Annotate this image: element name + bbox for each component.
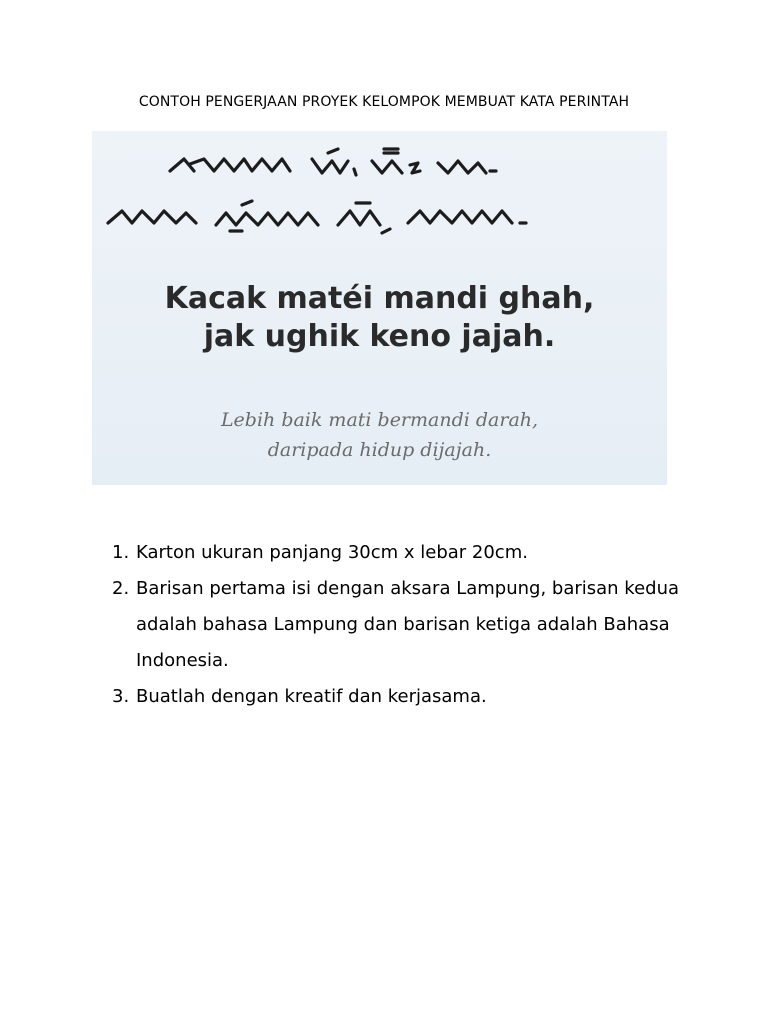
instruction-list (112, 535, 692, 715)
list-item-text: Buatlah dengan kreatif dan kerjasama. (136, 686, 487, 707)
lampung-text-line-2: jak ughik keno jajah. (203, 319, 556, 354)
list-item-text: Barisan pertama isi dengan aksara Lampung, barisan kedua adalah bahasa Lampung dan barisan ketiga adalah Bahasa Indonesia. (136, 578, 680, 671)
indonesian-text-line-1: Lebih baik mati bermandi darah, (220, 409, 539, 431)
page-heading: CONTOH PENGERJAAN PROYEK KELOMPOK MEMBUAT KATA PERINTAH (138, 94, 630, 110)
list-item (112, 535, 692, 571)
list-item-number: 1. (112, 542, 130, 563)
poster-image (92, 131, 667, 485)
aksara-lampung-script (92, 131, 667, 251)
list-item (112, 679, 692, 715)
list-item (112, 571, 692, 679)
list-item-number: 3. (112, 686, 130, 707)
list-item-number: 2. (112, 578, 130, 599)
lampung-text-line-1: Kacak matéi mandi ghah, (164, 281, 595, 316)
indonesian-text-line-2: daripada hidup dijajah. (267, 439, 492, 461)
list-item-text: Karton ukuran panjang 30cm x lebar 20cm. (136, 542, 528, 563)
